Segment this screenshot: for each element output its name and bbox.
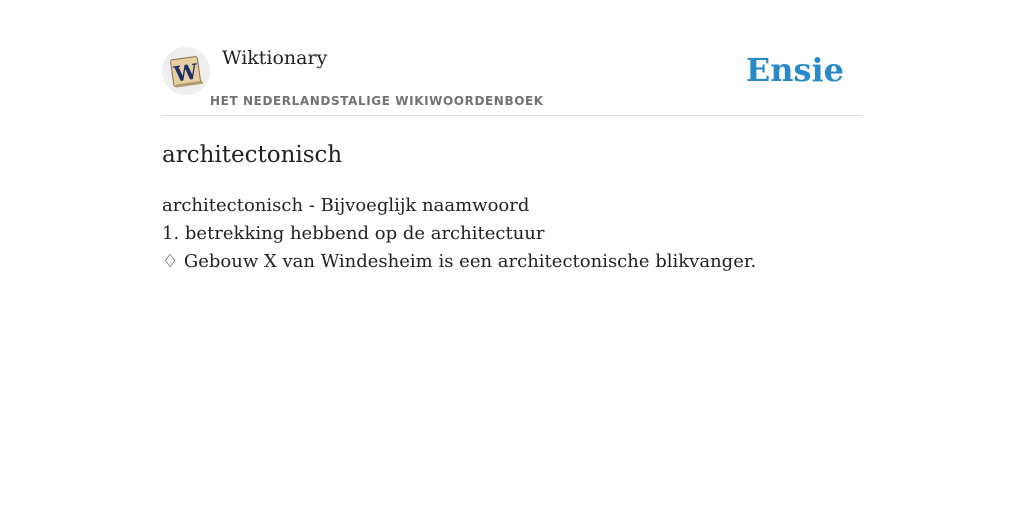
svg-text:W: W bbox=[172, 58, 200, 87]
header bbox=[162, 0, 862, 116]
definition-line-example: ♢ Gebouw X van Windesheim is een architectonische blikvanger. bbox=[162, 251, 757, 272]
site-title[interactable]: Wiktionary bbox=[222, 47, 328, 69]
wiktionary-logo-icon[interactable] bbox=[162, 47, 210, 95]
site-tagline: HET NEDERLANDSTALIGE WIKIWOORDENBOEK bbox=[210, 94, 544, 108]
ensie-brand-link[interactable]: Ensie bbox=[745, 51, 844, 89]
entry-title: architectonisch bbox=[162, 142, 343, 168]
entry-definition bbox=[162, 192, 756, 276]
page bbox=[162, 0, 862, 272]
definition-line-meaning: 1. betrekking hebbend op de architectuur bbox=[162, 223, 545, 244]
definition-line-part-of-speech: architectonisch - Bijvoeglijk naamwoord bbox=[162, 195, 530, 216]
